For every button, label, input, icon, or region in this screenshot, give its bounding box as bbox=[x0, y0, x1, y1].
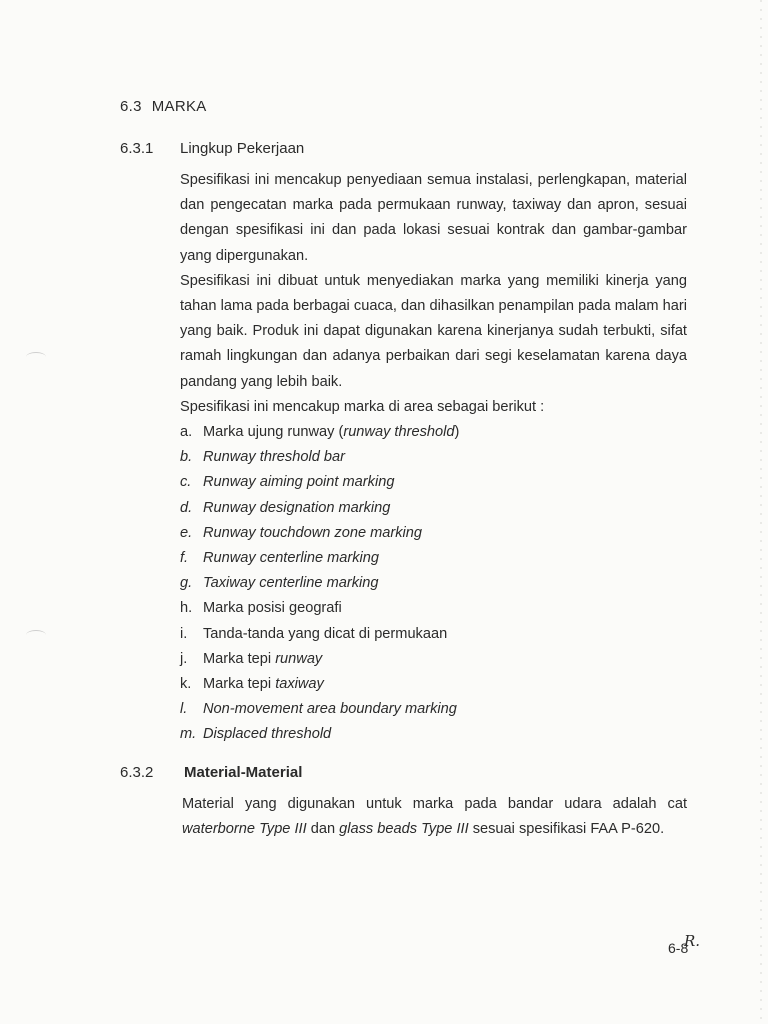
list-item bbox=[180, 672, 687, 697]
subsection-number: 6.3.1 bbox=[120, 140, 154, 157]
list-item bbox=[180, 596, 687, 621]
list-text: Marka tepi bbox=[203, 675, 276, 692]
list-text-italic: runway threshold bbox=[343, 424, 455, 440]
list-marker: i. bbox=[180, 625, 188, 642]
handwritten-initials: R. bbox=[684, 932, 701, 950]
list-text-italic: Runway centerline marking bbox=[203, 549, 380, 566]
list-marker: e. bbox=[180, 524, 193, 541]
list-marker: c. bbox=[180, 474, 192, 491]
list-text-italic: Runway aiming point marking bbox=[203, 474, 395, 491]
subsection-heading-2 bbox=[120, 764, 420, 784]
list-item bbox=[180, 521, 687, 546]
list-marker: b. bbox=[180, 449, 193, 466]
text-run-italic: glass beads Type III bbox=[339, 821, 469, 838]
list-item bbox=[180, 546, 687, 571]
text-run: dan bbox=[306, 821, 340, 838]
list-text-italic: Runway designation marking bbox=[203, 499, 391, 516]
list-text-italic: Non-movement area boundary marking bbox=[203, 701, 457, 718]
list-item bbox=[180, 697, 687, 722]
subsection-number: 6.3.2 bbox=[120, 764, 154, 781]
paragraph-list-intro: Spesifikasi ini mencakup marka di area sebagai berikut : bbox=[180, 398, 545, 415]
list-text-italic: Displaced threshold bbox=[203, 726, 332, 743]
list-text: Marka tepi bbox=[203, 650, 276, 667]
text-run: Material yang digunakan untuk marka pada bandar udara adalah cat bbox=[182, 796, 687, 812]
paragraph-scope: Spesifikasi ini mencakup penyediaan semua instalasi, perlengkapan, material dan pengecatan marka pada permukaan runway, taxiway dan apron, sesuai dengan spesifikasi ini dan pada lokasi sesuai kontrak dan gambar-gambar yang dipergunakan. bbox=[180, 172, 687, 264]
list-text-italic: Runway touchdown zone marking bbox=[203, 524, 423, 541]
list-item bbox=[180, 470, 687, 495]
list-item bbox=[180, 571, 687, 596]
list-marker: a. bbox=[180, 424, 193, 440]
list-marker: h. bbox=[180, 600, 193, 617]
punch-hole-mark bbox=[26, 352, 46, 362]
text-run: sesuai spesifikasi FAA P-620. bbox=[468, 821, 665, 838]
subsection-title: Lingkup Pekerjaan bbox=[180, 140, 305, 157]
list-marker: f. bbox=[180, 549, 189, 566]
section-heading bbox=[120, 98, 207, 115]
page-number: 6-8 bbox=[668, 940, 689, 956]
list-text: Marka posisi geografi bbox=[203, 600, 342, 617]
list-item bbox=[180, 445, 687, 470]
list-text-italic: Taxiway centerline marking bbox=[203, 575, 379, 592]
section-number: 6.3 bbox=[120, 98, 142, 115]
list-marker: k. bbox=[180, 675, 192, 692]
list-text-italic: runway bbox=[275, 650, 323, 667]
list-text: ) bbox=[454, 424, 460, 440]
scan-edge-artifact bbox=[760, 0, 762, 1024]
list-marker: d. bbox=[180, 499, 193, 516]
list-text-italic: Runway threshold bar bbox=[203, 449, 345, 466]
subsection-title: Material-Material bbox=[184, 764, 303, 781]
list-item bbox=[180, 420, 687, 445]
punch-hole-mark bbox=[26, 630, 46, 640]
paragraph-materials bbox=[182, 792, 687, 842]
subsection-heading-1 bbox=[120, 140, 420, 160]
list-item bbox=[180, 647, 687, 672]
marking-list bbox=[180, 420, 687, 747]
paragraph-purpose: Spesifikasi ini dibuat untuk menyediakan marka yang memiliki kinerja yang tahan lama pada berbagai cuaca, dan dihasilkan penampilan pada malam hari yang baik. Produk ini dapat digunakan karena kinerjanya sudah terbukti, sifat ramah lingkungan dan adanya perbaikan dari segi keselamatan karena daya pandang yang lebih baik. bbox=[180, 272, 687, 390]
list-item bbox=[180, 722, 687, 747]
text-run-italic: waterborne Type III bbox=[182, 821, 307, 838]
list-text: Tanda-tanda yang dicat di permukaan bbox=[203, 625, 448, 642]
list-item bbox=[180, 622, 687, 647]
list-marker: l. bbox=[180, 701, 188, 718]
subsection-body-1 bbox=[180, 168, 687, 420]
list-marker: g. bbox=[180, 575, 193, 592]
list-marker: j. bbox=[180, 650, 188, 667]
section-title: MARKA bbox=[151, 98, 207, 115]
list-item bbox=[180, 496, 687, 521]
list-text-italic: taxiway bbox=[275, 675, 324, 692]
list-marker: m. bbox=[180, 726, 197, 743]
list-text: Marka ujung runway ( bbox=[203, 424, 344, 440]
subsection-body-2 bbox=[182, 792, 687, 842]
